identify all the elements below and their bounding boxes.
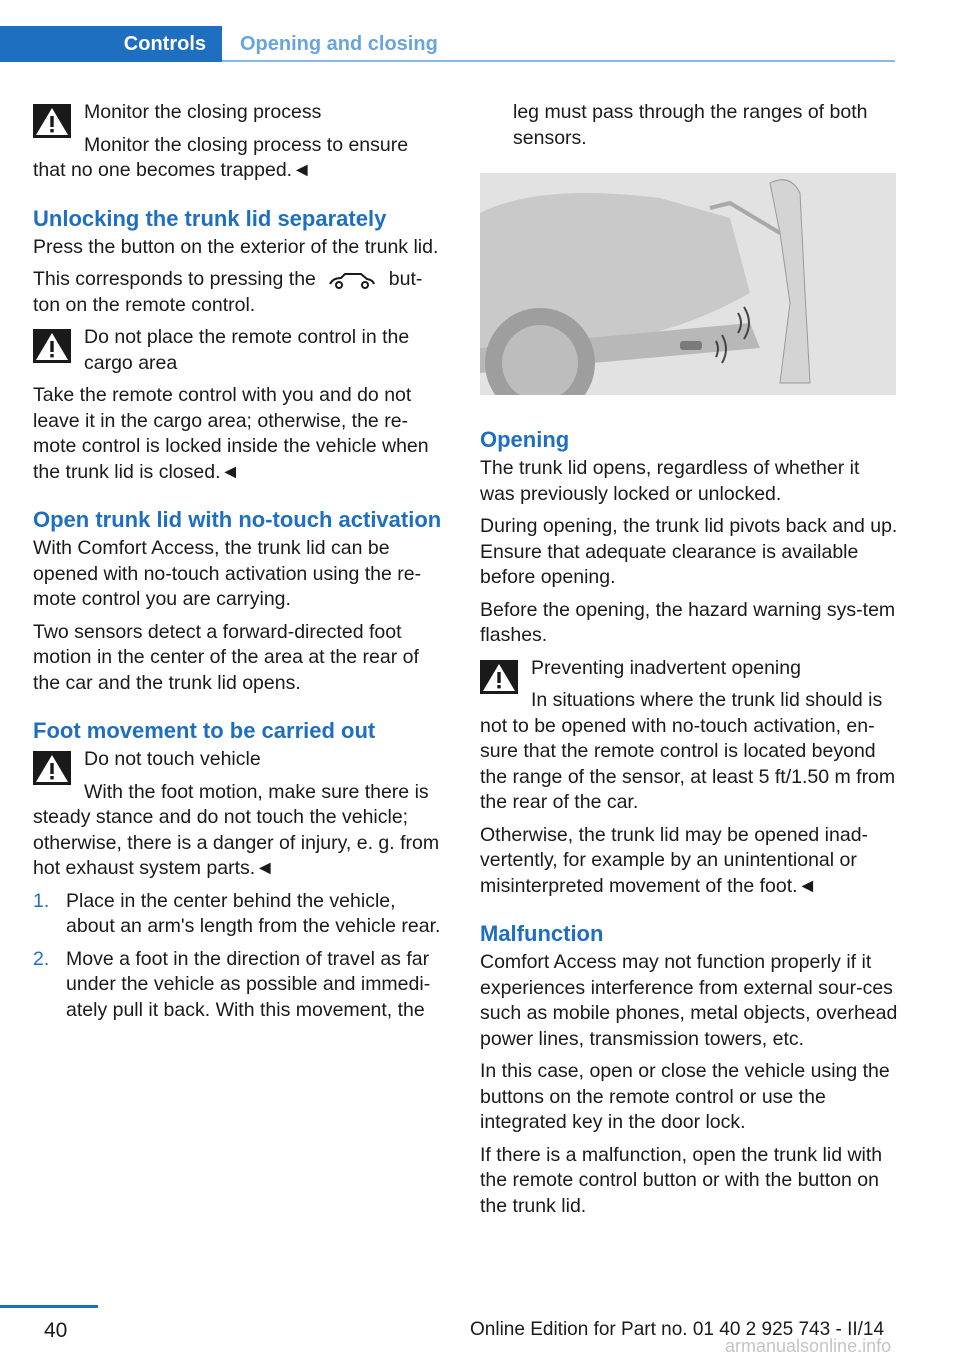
step-number: 1. xyxy=(33,889,50,912)
paragraph: During opening, the trunk lid pivots back and up. Ensure that adequate clearance is available before opening. xyxy=(480,515,898,588)
paragraph: Otherwise, the trunk lid may be opened inad‐vertently, for example by an unintentional or misinterpreted movement of the foot.◄ xyxy=(480,823,869,897)
left-column xyxy=(33,100,445,1030)
heading-unlock-trunk: Unlocking the trunk lid separately xyxy=(33,205,387,231)
illustration-foot-sensor xyxy=(480,173,896,395)
list-item xyxy=(33,947,445,1024)
paragraph: Before the opening, the hazard warning sys‐tem flashes. xyxy=(480,598,896,646)
heading-malfunction: Malfunction xyxy=(480,921,604,946)
paragraph: This corresponds to pressing the but‐ton on the remote control. xyxy=(33,268,423,316)
warning-triangle-icon xyxy=(33,329,71,363)
warning-block xyxy=(33,100,445,184)
heading-foot-movement: Foot movement to be carried out xyxy=(33,718,376,743)
footer-divider xyxy=(0,1305,98,1308)
trunk-car-icon xyxy=(327,270,377,290)
page-header xyxy=(0,0,895,62)
step-text: Place in the center behind the vehicle, about an arm's length from the vehicle rear. xyxy=(66,889,441,937)
step-continuation: leg must pass through the ranges of both sensors. xyxy=(513,101,868,149)
paragraph: In this case, open or close the vehicle using the buttons on the remote control or use the integrated key in the door lock. xyxy=(480,1060,890,1133)
warning-text: With the foot motion, make sure there is steady stance and do not touch the vehicle; otherwise, there is a danger of injury, e. g. from hot exhaust system parts.◄ xyxy=(33,780,440,879)
right-column xyxy=(480,100,898,1226)
page-number: 40 xyxy=(44,1319,68,1342)
warning-triangle-icon xyxy=(33,751,71,785)
car-rear-illustration xyxy=(480,173,896,395)
warning-block xyxy=(480,656,898,816)
edition-text: Online Edition for Part no. 01 40 2 925 743 - II/14 xyxy=(470,1319,885,1340)
step-text: Move a foot in the direction of travel as far under the vehicle as possible and immedi‐ately pull it back. With this movement, the xyxy=(66,947,431,1021)
warning-block xyxy=(33,325,445,485)
warning-text: Monitor the closing process to ensure that no one becomes trapped.◄ xyxy=(33,133,409,181)
header-divider xyxy=(222,60,895,62)
warning-triangle-icon xyxy=(480,660,518,694)
watermark: armanualsonline.info xyxy=(725,1336,892,1356)
section-tab-controls[interactable]: Controls xyxy=(0,26,222,62)
paragraph: If there is a malfunction, open the trunk lid with the remote control button or with the button on the trunk lid. xyxy=(480,1143,883,1217)
warning-triangle-icon xyxy=(33,104,71,138)
warning-block xyxy=(33,747,445,882)
paragraph: With Comfort Access, the trunk lid can be opened with no-touch activation using the re‐mote control you are carrying. xyxy=(33,537,422,610)
paragraph: The trunk lid opens, regardless of whether it was previously locked or unlocked. xyxy=(480,457,860,505)
section-tab-opening-closing[interactable]: Opening and closing xyxy=(240,32,438,55)
warning-title: Do not place the remote control in the cargo area xyxy=(84,326,410,374)
warning-text: In situations where the trunk lid should is not to be opened with no-touch activation, en‐sure that the remote control is located beyond the range of the sensor, at least 5 ft/1.50 m from the rear of the car. xyxy=(480,689,896,813)
warning-title: Do not touch vehicle xyxy=(84,748,261,770)
warning-text: Take the remote control with you and do not leave it in the cargo area; otherwise, the re‐mote control is locked inside the vehicle when the trunk lid is closed.◄ xyxy=(33,384,429,483)
paragraph: Press the button on the exterior of the trunk lid. xyxy=(33,235,439,258)
paragraph: Comfort Access may not function properly if it experiences interference from external sour‐ces such as mobile phones, metal objects, overhead power lines, transmission towers, etc. xyxy=(480,951,898,1050)
heading-no-touch: Open trunk lid with no-touch activation xyxy=(33,507,442,532)
list-item xyxy=(33,889,445,940)
warning-title: Monitor the closing process xyxy=(84,101,322,123)
steps-list xyxy=(33,889,445,1024)
warning-title: Preventing inadvertent opening xyxy=(531,656,801,679)
heading-opening: Opening xyxy=(480,427,570,452)
step-number: 2. xyxy=(33,947,50,970)
paragraph: Two sensors detect a forward-directed foot motion in the center of the area at the rear of the car and the trunk lid opens. xyxy=(33,620,419,694)
